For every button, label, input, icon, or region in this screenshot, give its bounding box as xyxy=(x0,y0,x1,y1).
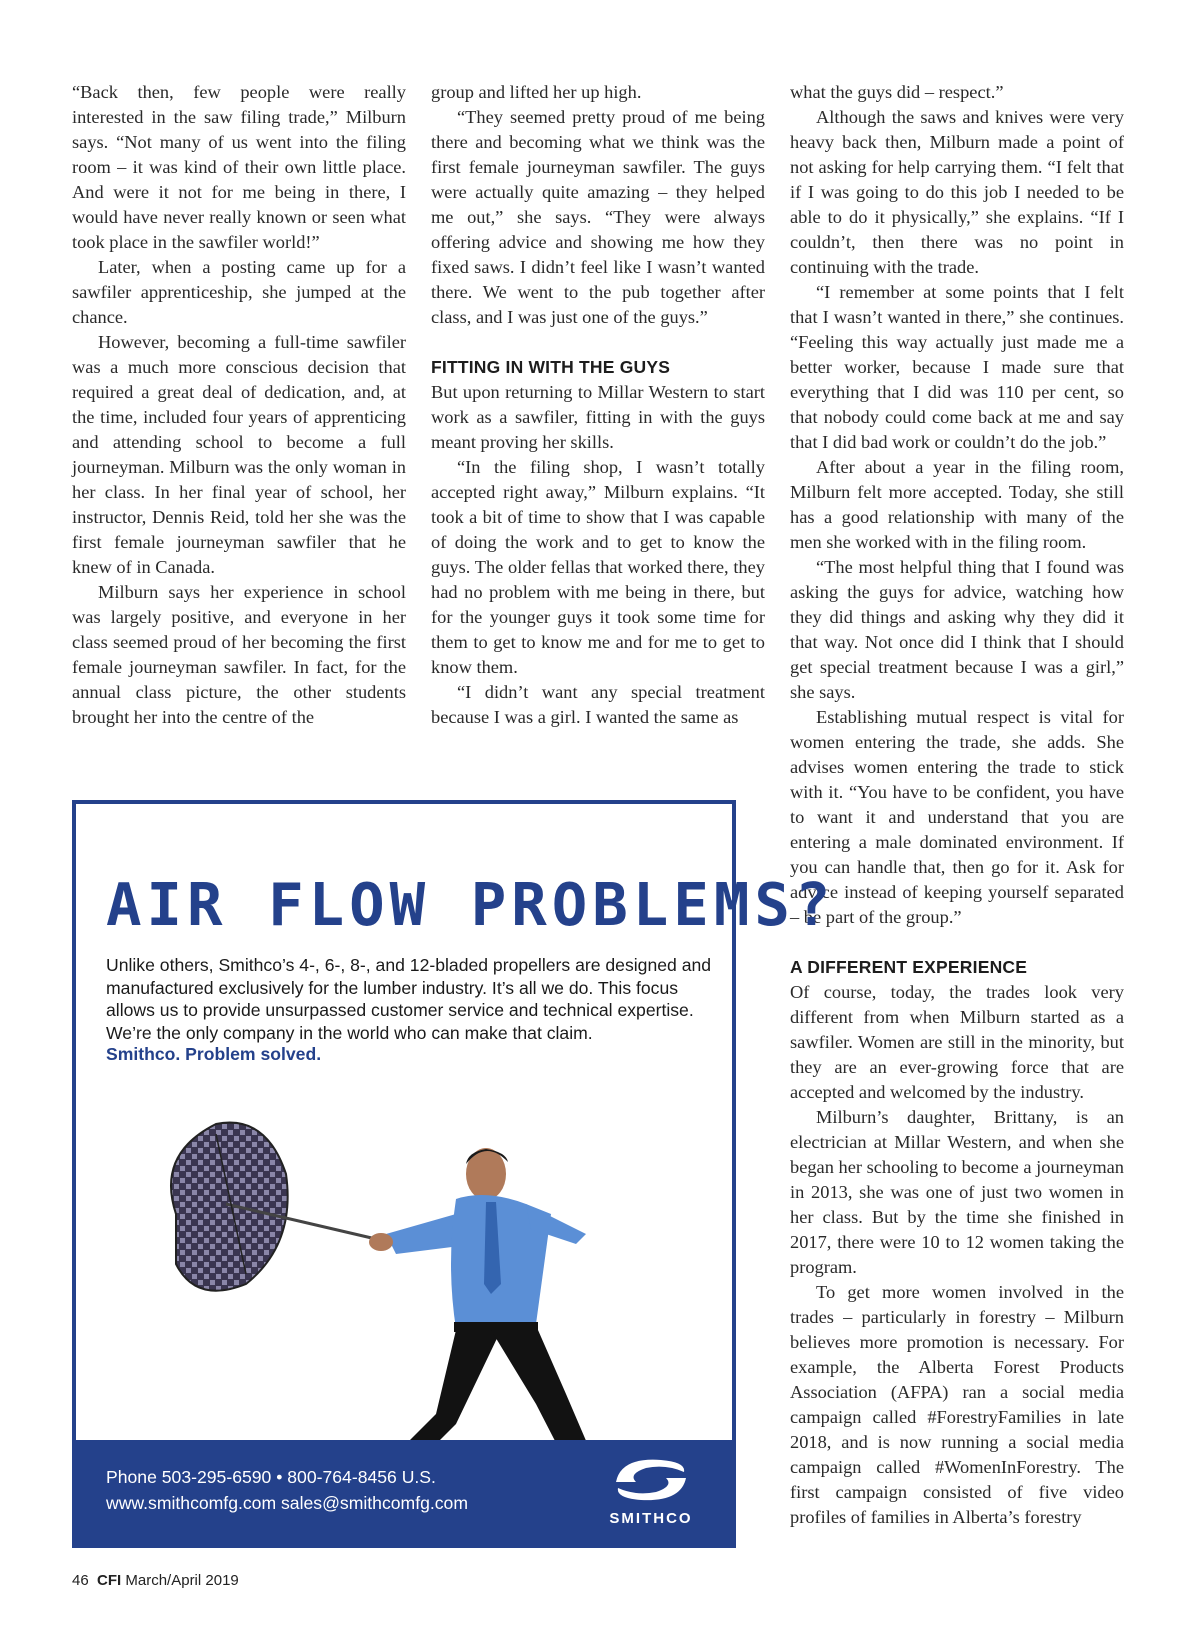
paragraph: Milburn says her experience in school was largely positive, and everyone in her class seemed proud of her becoming the first female journeyman sawfiler. In fact, for the annual class picture, the other students brought her into the centre of the xyxy=(72,582,406,727)
subhead-different-experience: A DIFFERENT EXPERIENCE xyxy=(790,957,1028,977)
paragraph: However, becoming a full-time sawfiler was a much more conscious decision that required a great deal of dedication, and, at the time, included four years of apprenticing and attending school to become a full journeyman. Milburn was the only woman in her class. In her final year of school, her instructor, Dennis Reid, told her she was the first female journeyman sawfiler that he knew of in Canada. xyxy=(72,332,406,577)
page-folio xyxy=(72,1572,239,1589)
ad-phone-line: Phone 503-295-6590 • 800-764-8456 U.S. xyxy=(106,1467,436,1487)
paragraph: Later, when a posting came up for a sawfiler apprenticeship, she jumped at the chance. xyxy=(72,257,406,327)
ad-contact-info xyxy=(106,1464,468,1516)
ad-tagline: Smithco. Problem solved. xyxy=(106,1044,322,1064)
man-with-umbrella-illustration xyxy=(156,1094,676,1494)
smithco-swoosh-icon xyxy=(606,1452,696,1508)
paragraph: Although the saws and knives were very heavy back then, Milburn made a point of not asking for help carrying them. “I felt that if I was going to do this job I needed to be able to do it physically,” she explains. “If I couldn’t, then there was no point in continuing with the trade. xyxy=(790,107,1124,277)
article-column-3 xyxy=(790,80,1124,1530)
paragraph: But upon returning to Millar Western to start work as a sawfiler, fitting in with the guys meant proving her skills. xyxy=(431,382,765,452)
paragraph: what the guys did – respect.” xyxy=(790,82,1004,102)
paragraph: After about a year in the filing room, Milburn felt more accepted. Today, she still has a good relationship with many of the men she worked with in the filing room. xyxy=(790,457,1124,552)
paragraph: To get more women involved in the trades – particularly in forestry – Milburn believes more promotion is necessary. For example, the Alberta Forest Products Association (AFPA) ran a social media campaign called #ForestryFamilies in late 2018, and is now running a social media campaign called #WomenInForestry. The first campaign consisted of five video profiles of families in Alberta’s forestry xyxy=(790,1282,1124,1527)
page-number: 46 xyxy=(72,1572,89,1589)
paragraph: “Back then, few people were really interested in the saw filing trade,” Milburn says. “Not many of us went into the filing room – it was kind of their own little place. And were it not for me being in there, I would have never really known or seen what took place in the sawfiler world!” xyxy=(72,82,406,252)
article-column-1 xyxy=(72,80,406,730)
paragraph: Milburn’s daughter, Brittany, is an electrician at Millar Western, and when she began her schooling to become a journeyman in 2013, she was one of just two women in her class. But by the time she finished in 2017, there were 10 to 12 women taking the program. xyxy=(790,1107,1124,1277)
umbrella-icon xyxy=(171,1123,376,1291)
subhead-fitting-in: FITTING IN WITH THE GUYS xyxy=(431,357,671,377)
ad-body-text: Unlike others, Smithco’s 4-, 6-, 8-, and 12-bladed propellers are designed and manufactured exclusively for the lumber industry. It’s all we do. This focus allows us to provide unsurpassed customer service and technical expertise. We’re the only company in the world who can make that claim. xyxy=(106,955,712,1043)
magazine-name: CFI xyxy=(97,1572,122,1589)
paragraph: group and lifted her up high. xyxy=(431,82,642,102)
paragraph: Of course, today, the trades look very different from when Milburn started as a sawfiler. Women are still in the minority, but they are an ever-growing force that are accepted and welcomed by the industry. xyxy=(790,982,1124,1102)
paragraph: “I didn’t want any special treatment because I was a girl. I wanted the same as xyxy=(431,682,765,727)
ad-headline: AIR FLOW PROBLEMS? xyxy=(106,870,836,939)
ad-footer xyxy=(76,1440,732,1544)
article-column-2 xyxy=(431,80,765,730)
smithco-wordmark: SMITHCO xyxy=(609,1510,693,1527)
man-figure xyxy=(369,1148,615,1482)
ad-web-line: www.smithcomfg.com sales@smithcomfg.com xyxy=(106,1493,468,1513)
smithco-advertisement xyxy=(72,800,836,1548)
issue-date: March/April 2019 xyxy=(125,1572,239,1589)
smithco-logo xyxy=(596,1452,706,1532)
paragraph: “They seemed pretty proud of me being there and becoming what we think was the first female journeyman sawfiler. The guys were actually quite amazing – they helped me out,” she says. “They were always offering advice and showing me how they fixed saws. I didn’t feel like I wasn’t wanted there. We went to the pub together after class, and I was just one of the guys.” xyxy=(431,107,765,327)
paragraph: Establishing mutual respect is vital for women entering the trade, she adds. She advises women entering the trade to stick with it. “You have to be confident, you have to want it and understand that you are entering a male dominated environment. If you can handle that, then go for it. Ask for advice instead of keeping yourself separated – be part of the group.” xyxy=(790,707,1124,927)
paragraph: “I remember at some points that I felt that I wasn’t wanted in there,” she continues. “Feeling this way actually just made me a better worker, because I made sure that everything that I did was 110 per cent, so that nobody could come back at me and say that I did bad work or couldn’t do the job.” xyxy=(790,282,1124,452)
paragraph: “In the filing shop, I wasn’t totally accepted right away,” Milburn explains. “It took a bit of time to show that I was capable of doing the work and to get to know the guys. The older fellas that worked there, they had no problem with me being in there, but for the younger guys it took some time for them to get to know me and for me to get to know them. xyxy=(431,457,765,677)
paragraph: “The most helpful thing that I found was asking the guys for advice, watching how they did things and asking why they did it that way. Not once did I think that I should get special treatment because I was a girl,” she says. xyxy=(790,557,1124,702)
